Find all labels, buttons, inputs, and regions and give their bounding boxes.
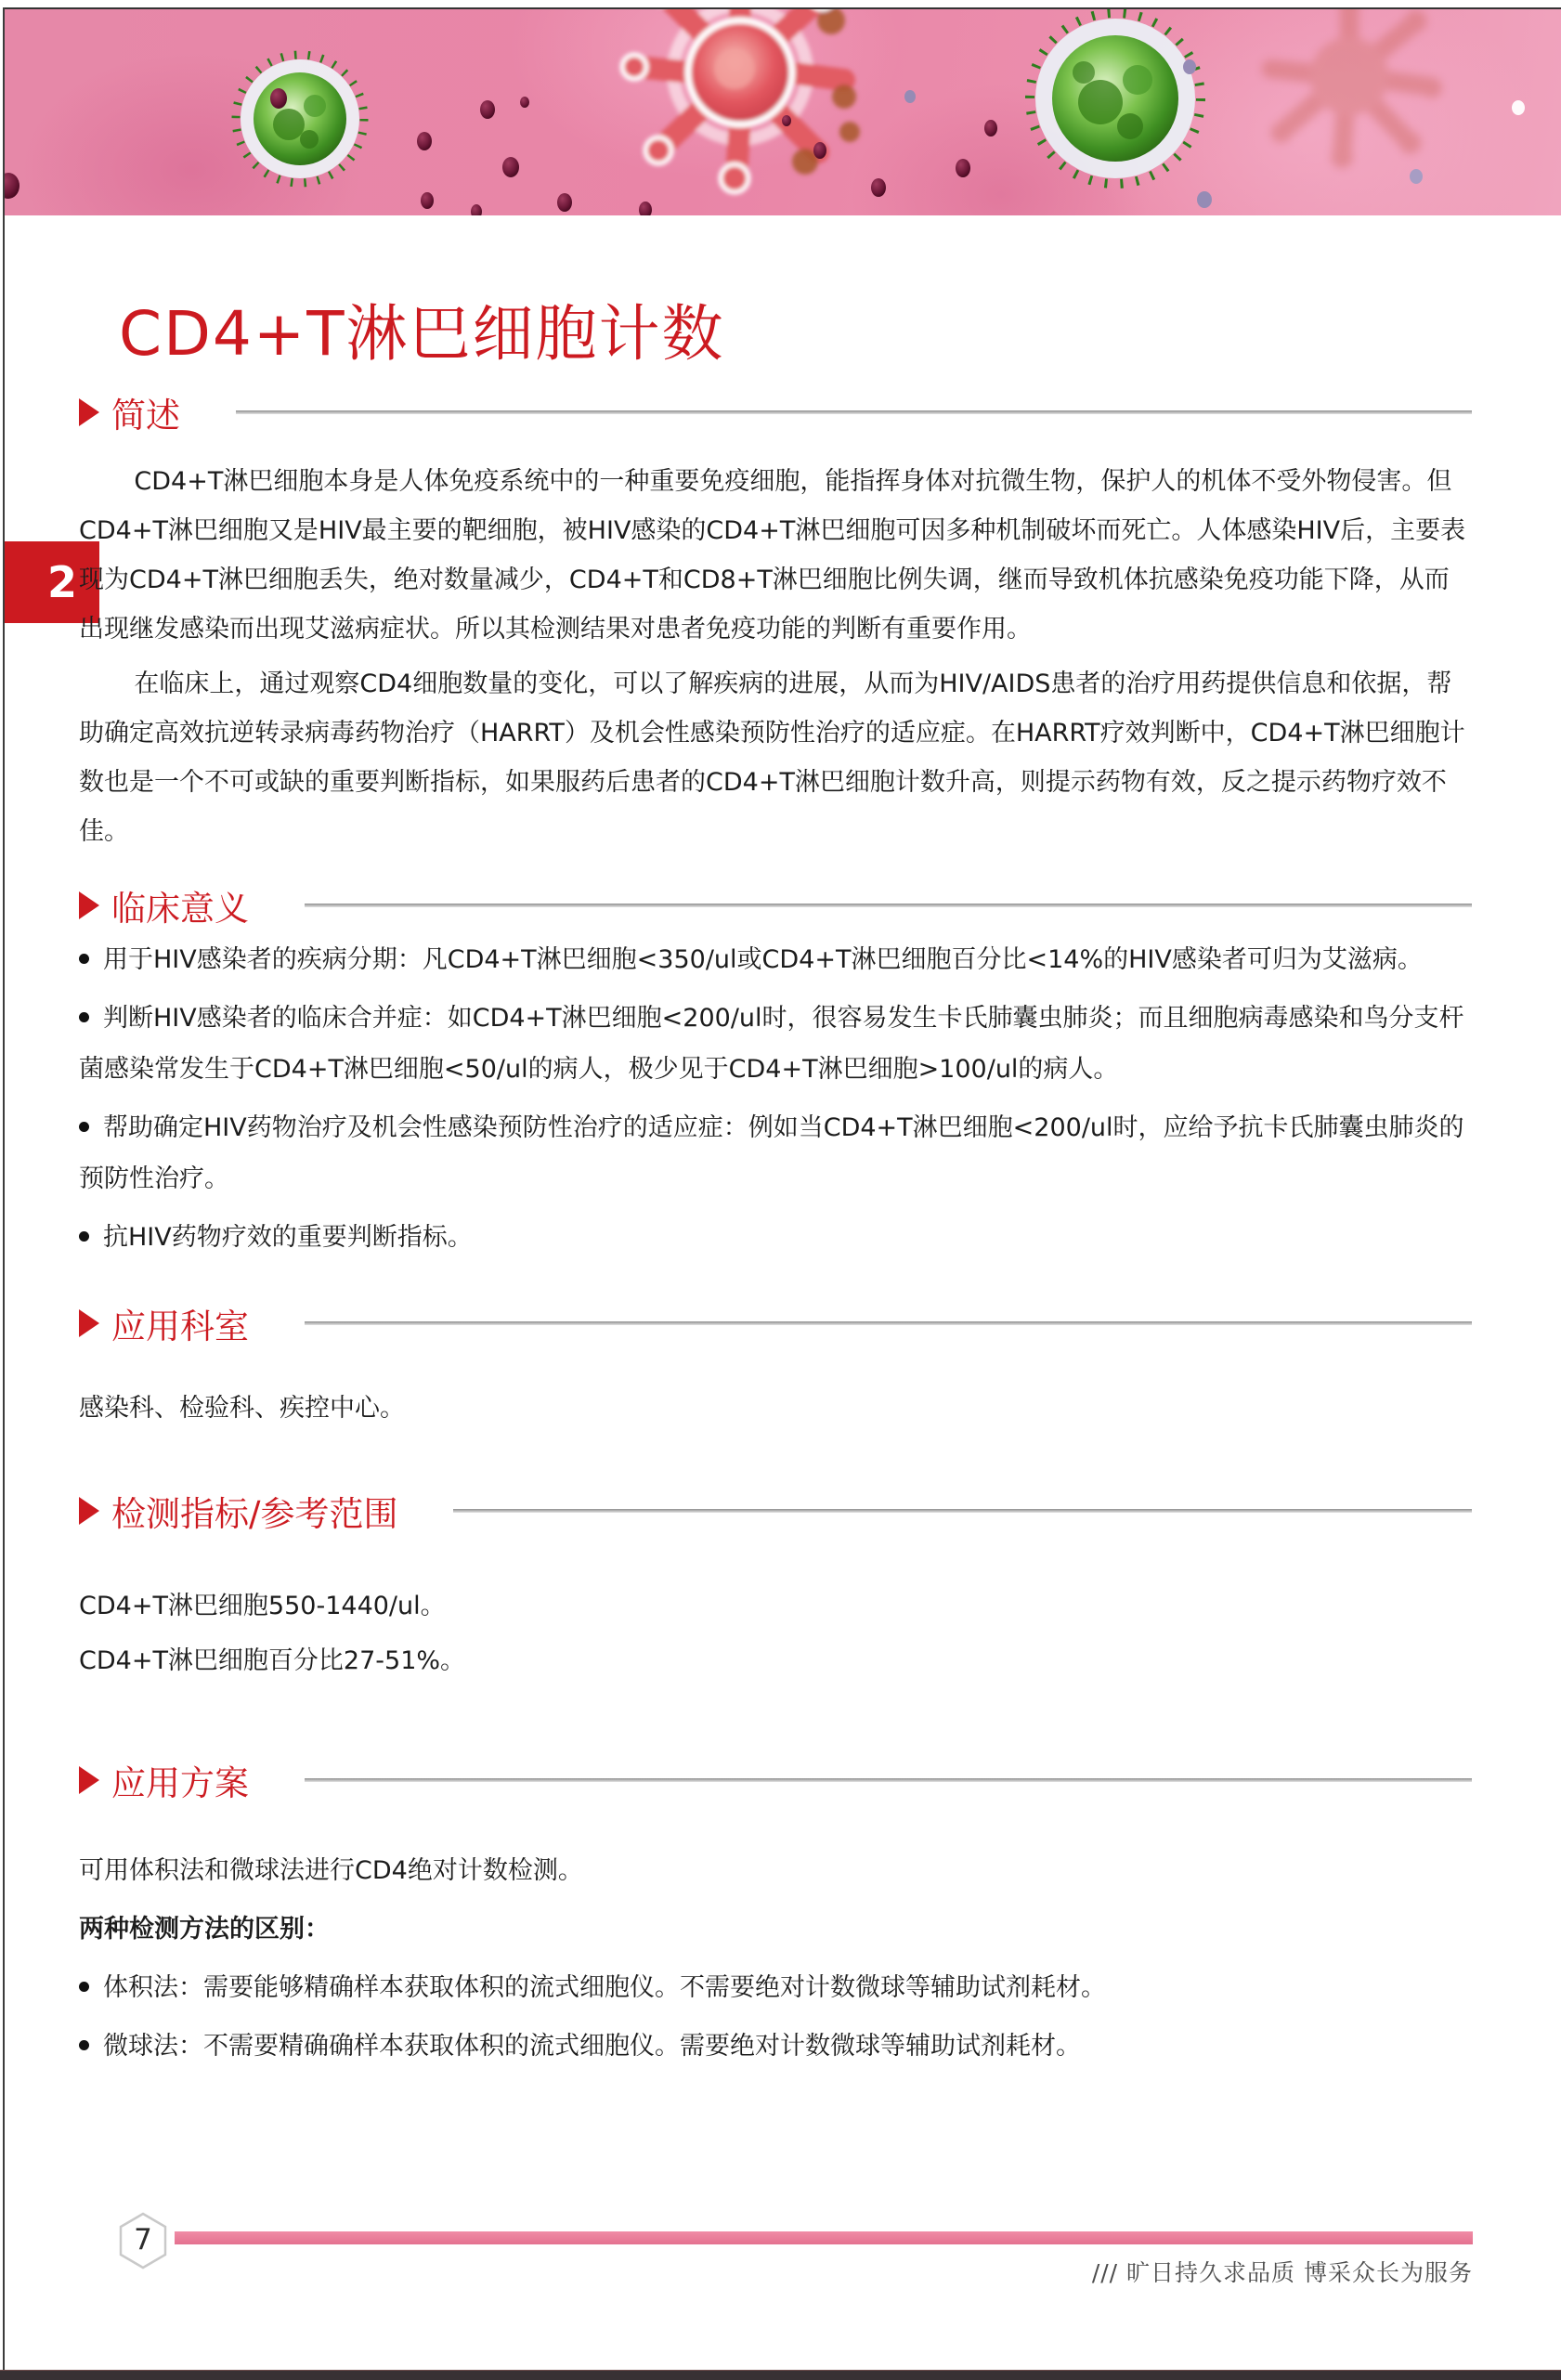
bullet-icon bbox=[79, 1231, 89, 1242]
section-heading-label: 检测指标/参考范围 bbox=[111, 1494, 398, 1534]
list-item-text: 用于HIV感染者的疾病分期：凡CD4+T淋巴细胞<350/ul或CD4+T淋巴细胞百分比<14%的HIV感染者可归为艾滋病。 bbox=[103, 945, 1423, 974]
bullet-icon bbox=[79, 2040, 89, 2050]
triangle-marker-icon bbox=[79, 1497, 99, 1525]
list-item-text: 微球法：不需要精确确样本获取体积的流式细胞仪。需要绝对计数微球等辅助试剂耗材。 bbox=[103, 2032, 1081, 2061]
heading-rule bbox=[305, 1321, 1472, 1325]
list-item-text: 判断HIV感染者的临床合并症：如CD4+T淋巴细胞<200/ul时，很容易发生卡氏肺囊虫肺炎；而且细胞病毒感染和鸟分支杆菌感染常发生于CD4+T淋巴细胞<50/ul的病人，极少见于CD4+T淋巴细胞>100/ul的病人。 bbox=[79, 1004, 1464, 1084]
section-heading-label: 临床意义 bbox=[111, 889, 249, 929]
page-left-border bbox=[3, 7, 5, 2372]
section-heading-reference bbox=[79, 1486, 1472, 1536]
bullet-icon bbox=[79, 1982, 89, 1992]
section-heading-clinical bbox=[79, 880, 1472, 930]
list-item bbox=[79, 993, 1472, 1095]
faded-virus-icon bbox=[1271, 9, 1442, 168]
section-heading-departments bbox=[79, 1298, 1472, 1348]
triangle-marker-icon bbox=[79, 1309, 99, 1337]
bullet-icon bbox=[79, 954, 89, 964]
paragraph: 感染科、检验科、疾控中心。 bbox=[79, 1394, 405, 1423]
green-cell-icon bbox=[1030, 13, 1201, 184]
list-item-text: 抗HIV药物疗效的重要判断指标。 bbox=[103, 1223, 473, 1252]
solution-body bbox=[79, 1845, 1472, 2079]
overview-paragraphs bbox=[79, 457, 1472, 862]
list-item bbox=[79, 1102, 1472, 1204]
paragraph: 可用体积法和微球法进行CD4绝对计数检测。 bbox=[79, 1856, 583, 1885]
red-virus-icon bbox=[622, 9, 860, 192]
list-item-text: 体积法：需要能够精确样本获取体积的流式细胞仪。不需要绝对计数微球等辅助试剂耗材。 bbox=[103, 1973, 1106, 2002]
heading-rule bbox=[305, 904, 1472, 907]
triangle-marker-icon bbox=[79, 398, 99, 426]
departments-body bbox=[79, 1384, 1472, 1438]
list-item bbox=[79, 2021, 1472, 2072]
green-cell-icon bbox=[236, 55, 364, 183]
paragraph: CD4+T淋巴细胞550-1440/ul。 bbox=[79, 1592, 446, 1620]
sub-heading: 两种检测方法的区别： bbox=[79, 1915, 330, 1944]
triangle-marker-icon bbox=[79, 1766, 99, 1794]
triangle-marker-icon bbox=[79, 891, 99, 919]
paragraph: 在临床上，通过观察CD4细胞数量的变化，可以了解疾病的进展，从而为HIV/AIDS患者的治疗用药提供信息和依据，帮助确定高效抗逆转录病毒药物治疗（HARRT）及机会性感染预防性治疗的适应症。在HARRT疗效判断中，CD4+T淋巴细胞计数也是一个不可或缺的重要判断指标，如果服药后患者的CD4+T淋巴细胞计数升高，则提示药物有效，反之提示药物疗效不佳。 bbox=[79, 670, 1465, 846]
clinical-bullet-list bbox=[79, 934, 1472, 1270]
bullet-icon bbox=[79, 1012, 89, 1022]
heading-rule bbox=[236, 410, 1472, 414]
page-number: 7 bbox=[134, 2223, 152, 2256]
footer-pink-bar bbox=[175, 2231, 1473, 2244]
list-item bbox=[79, 1212, 1472, 1263]
section-heading-overview bbox=[79, 387, 1472, 437]
paragraph: CD4+T淋巴细胞百分比27-51%。 bbox=[79, 1646, 466, 1675]
page-bottom-edge bbox=[0, 2370, 1561, 2380]
section-heading-label: 简述 bbox=[111, 396, 180, 436]
list-item bbox=[79, 934, 1472, 985]
heading-rule bbox=[453, 1509, 1472, 1513]
banner-image bbox=[5, 9, 1561, 215]
virus-cells-illustration bbox=[5, 9, 1561, 215]
section-heading-label: 应用科室 bbox=[111, 1307, 249, 1346]
section-heading-solution bbox=[79, 1755, 1472, 1805]
heading-rule bbox=[305, 1778, 1472, 1782]
paragraph: CD4+T淋巴细胞本身是人体免疫系统中的一种重要免疫细胞，能指挥身体对抗微生物，保护人的机体不受外物侵害。但CD4+T淋巴细胞又是HIV最主要的靶细胞，被HIV感染的CD4+T淋巴细胞可因多种机制破坏而死亡。人体感染HIV后，主要表现为CD4+T淋巴细胞丢失，绝对数量减少，CD4+T和CD8+T淋巴细胞比例失调，继而导致机体抗感染免疫功能下降，从而出现继发感染而出现艾滋病症状。所以其检测结果对患者免疫功能的判断有重要作用。 bbox=[79, 467, 1466, 644]
bullet-icon bbox=[79, 1122, 89, 1132]
reference-body bbox=[79, 1581, 1472, 1691]
page-title: CD4+T淋巴细胞计数 bbox=[119, 298, 725, 371]
list-item bbox=[79, 1962, 1472, 2013]
section-heading-label: 应用方案 bbox=[111, 1763, 249, 1803]
footer-tagline: /// 旷日持久求品质 博采众长为服务 bbox=[1091, 2259, 1473, 2286]
list-item-text: 帮助确定HIV药物治疗及机会性感染预防性治疗的适应症：例如当CD4+T淋巴细胞<200/ul时，应给予抗卡氏肺囊虫肺炎的预防性治疗。 bbox=[79, 1113, 1464, 1193]
chapter-number: 2 bbox=[46, 557, 77, 607]
